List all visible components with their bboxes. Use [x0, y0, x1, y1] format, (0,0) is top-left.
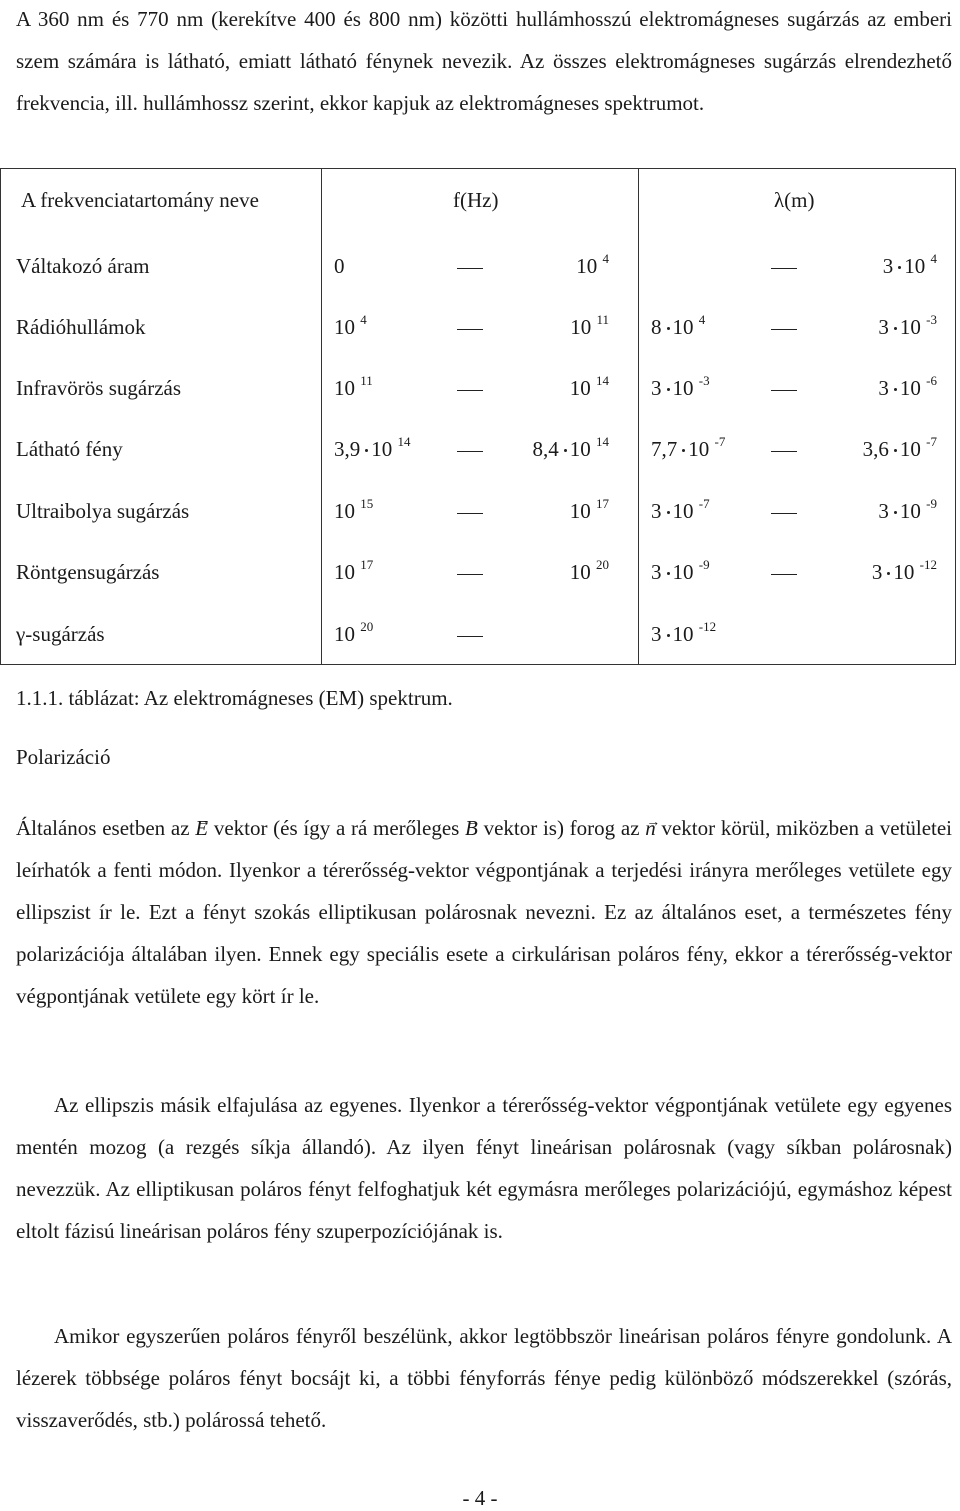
range-dash: [771, 268, 797, 269]
range-dash: [457, 329, 483, 330]
table-header-row: [1, 188, 957, 218]
wavelength-to: 3 10 $^{-3}$: [878, 312, 937, 339]
intro-paragraph: [16, 0, 952, 124]
header-name: A frekvenciatartomány neve: [21, 188, 259, 212]
row-name: Rádióhullámok: [16, 315, 146, 339]
range-dash: [771, 451, 797, 452]
freq-from: 3,9 10 $^{14}$: [334, 434, 411, 461]
range-dash: [771, 390, 797, 391]
table-row: [1, 557, 957, 590]
wavelength-from: 3 10 $^{-9}$: [651, 557, 710, 584]
freq-from: 10 $^{15}$: [334, 496, 374, 523]
freq-from: 10 $^{11}$: [334, 373, 373, 400]
freq-to: 10 $^{17}$: [569, 496, 609, 523]
wavelength-to: 3 10 $^{-6}$: [878, 373, 937, 400]
p1-text: Általános esetben az: [16, 816, 196, 840]
p1-text: vektor körül, miközben a vetületei leírhatók a fenti módon. Ilyenkor a térerősség-vektor végpontjának a terjedési irányra merőleges vetülete egy ellipszist ír le. Ezt a fényt szokás elliptikusan polárosnak nevezni. Ez az általános eset, a természetes fény polarizációja általában ilyen. Ennek egy speciális esete a cirkulárisan poláros fény, ekkor a térerősség-vektor végpontjának vetülete egy kört ír le.: [16, 816, 953, 1008]
range-dash: [457, 513, 483, 514]
freq-from: 10 $^{17}$: [334, 557, 374, 584]
wavelength-to: 3,6 10 $^{-7}$: [862, 434, 937, 461]
range-dash: [457, 574, 483, 575]
header-wavelength: λ(m): [774, 188, 815, 212]
wavelength-from: 8 10 $^4$: [651, 312, 706, 339]
header-frequency: f(Hz): [453, 188, 499, 212]
polarization-paragraph-1: [16, 807, 952, 1017]
range-dash: [457, 451, 483, 452]
vector-n: → n: [645, 816, 656, 840]
intro-suffix: ot.: [682, 91, 705, 115]
table-row: [1, 434, 957, 467]
polarization-paragraph-2: Az ellipszis másik elfajulása az egyenes. Ilyenkor a térerősség-vektor végpontjának vetülete egy egyenes mentén mozog (a rezgés síkja állandó). Az ilyen fényt lineárisan polárosnak (vagy síkban polárosnak) nevezzük. Az elliptikusan poláros fényt felfoghatjuk két egymásra merőleges polarizációjú, egymáshoz képest eltolt fázisú lineárisan poláros fény szuperpozíciójának is.: [16, 1093, 952, 1243]
table-row: [1, 251, 957, 284]
wavelength-from: 3 10 $^{-7}$: [651, 496, 710, 523]
wavelength-to: 3 10 $^{-9}$: [878, 496, 937, 523]
range-dash: [457, 268, 483, 269]
wavelength-to: 3 10 $^4$: [882, 251, 937, 278]
wavelength-from: 3 10 $^{-3}$: [651, 373, 710, 400]
row-name: Infravörös sugárzás: [16, 376, 182, 400]
wavelength-to: 3 10 $^{-12}$: [871, 557, 937, 584]
page-number: - 4 -: [462, 1486, 498, 1510]
section-heading: Polarizáció: [16, 745, 111, 769]
table-row: [1, 312, 957, 345]
range-dash: [771, 329, 797, 330]
range-dash: [457, 390, 483, 391]
table-row: [1, 496, 957, 529]
em-spectrum-table: [0, 168, 956, 665]
row-name: γ-sugárzás: [16, 622, 105, 646]
intro-term: elektromágneses spektrum: [459, 91, 683, 115]
freq-to: 8,4 10 $^{14}$: [532, 434, 609, 461]
intro-text: A 360 nm és 770 nm (kerekítve 400 és 800 nm) közötti hullámhosszú elektromágneses sugárzás az emberi szem számára is látható, emiatt látható fénynek nevezik. Az összes elektromágneses sugárzás elrendezhető frekvencia, ill. hullámhossz szerint, ekkor kapjuk az: [16, 7, 952, 115]
vector-e: → E: [195, 816, 208, 840]
p1-text: vektor is) forog az: [477, 816, 646, 840]
range-dash: [771, 574, 797, 575]
freq-to: 10 $^{14}$: [569, 373, 609, 400]
table-caption: 1.1.1. táblázat: Az elektromágneses (EM) spektrum.: [16, 686, 453, 710]
range-dash: [771, 513, 797, 514]
p1-text: vektor (és így a rá merőleges: [208, 816, 466, 840]
freq-from: 10 $^4$: [334, 312, 367, 339]
freq-from: 10 $^{20}$: [334, 619, 374, 646]
table-row: [1, 619, 957, 652]
wavelength-from: 3 10 $^{-12}$: [651, 619, 717, 646]
range-dash: [457, 636, 483, 637]
polarization-paragraph-3: Amikor egyszerűen poláros fényről beszélünk, akkor legtöbbször lineárisan poláros fényre gondolunk. A lézerek többsége poláros fényt bocsájt ki, a többi fényforrás fénye pedig különböző módszerekkel (szórás, visszaverődés, stb.) polárossá tehető.: [16, 1324, 952, 1432]
freq-to: 10 $^{20}$: [569, 557, 609, 584]
wavelength-from: 7,7 10 $^{-7}$: [651, 434, 726, 461]
row-name: Röntgensugárzás: [16, 560, 160, 584]
freq-from: 0: [334, 254, 345, 278]
vector-b: → B: [465, 816, 478, 840]
row-name: Látható fény: [16, 437, 123, 461]
table-row: [1, 373, 957, 406]
row-name: Váltakozó áram: [16, 254, 150, 278]
freq-to: 10 $^4$: [576, 251, 609, 278]
freq-to: 10 $^{11}$: [570, 312, 609, 339]
row-name: Ultraibolya sugárzás: [16, 499, 190, 523]
